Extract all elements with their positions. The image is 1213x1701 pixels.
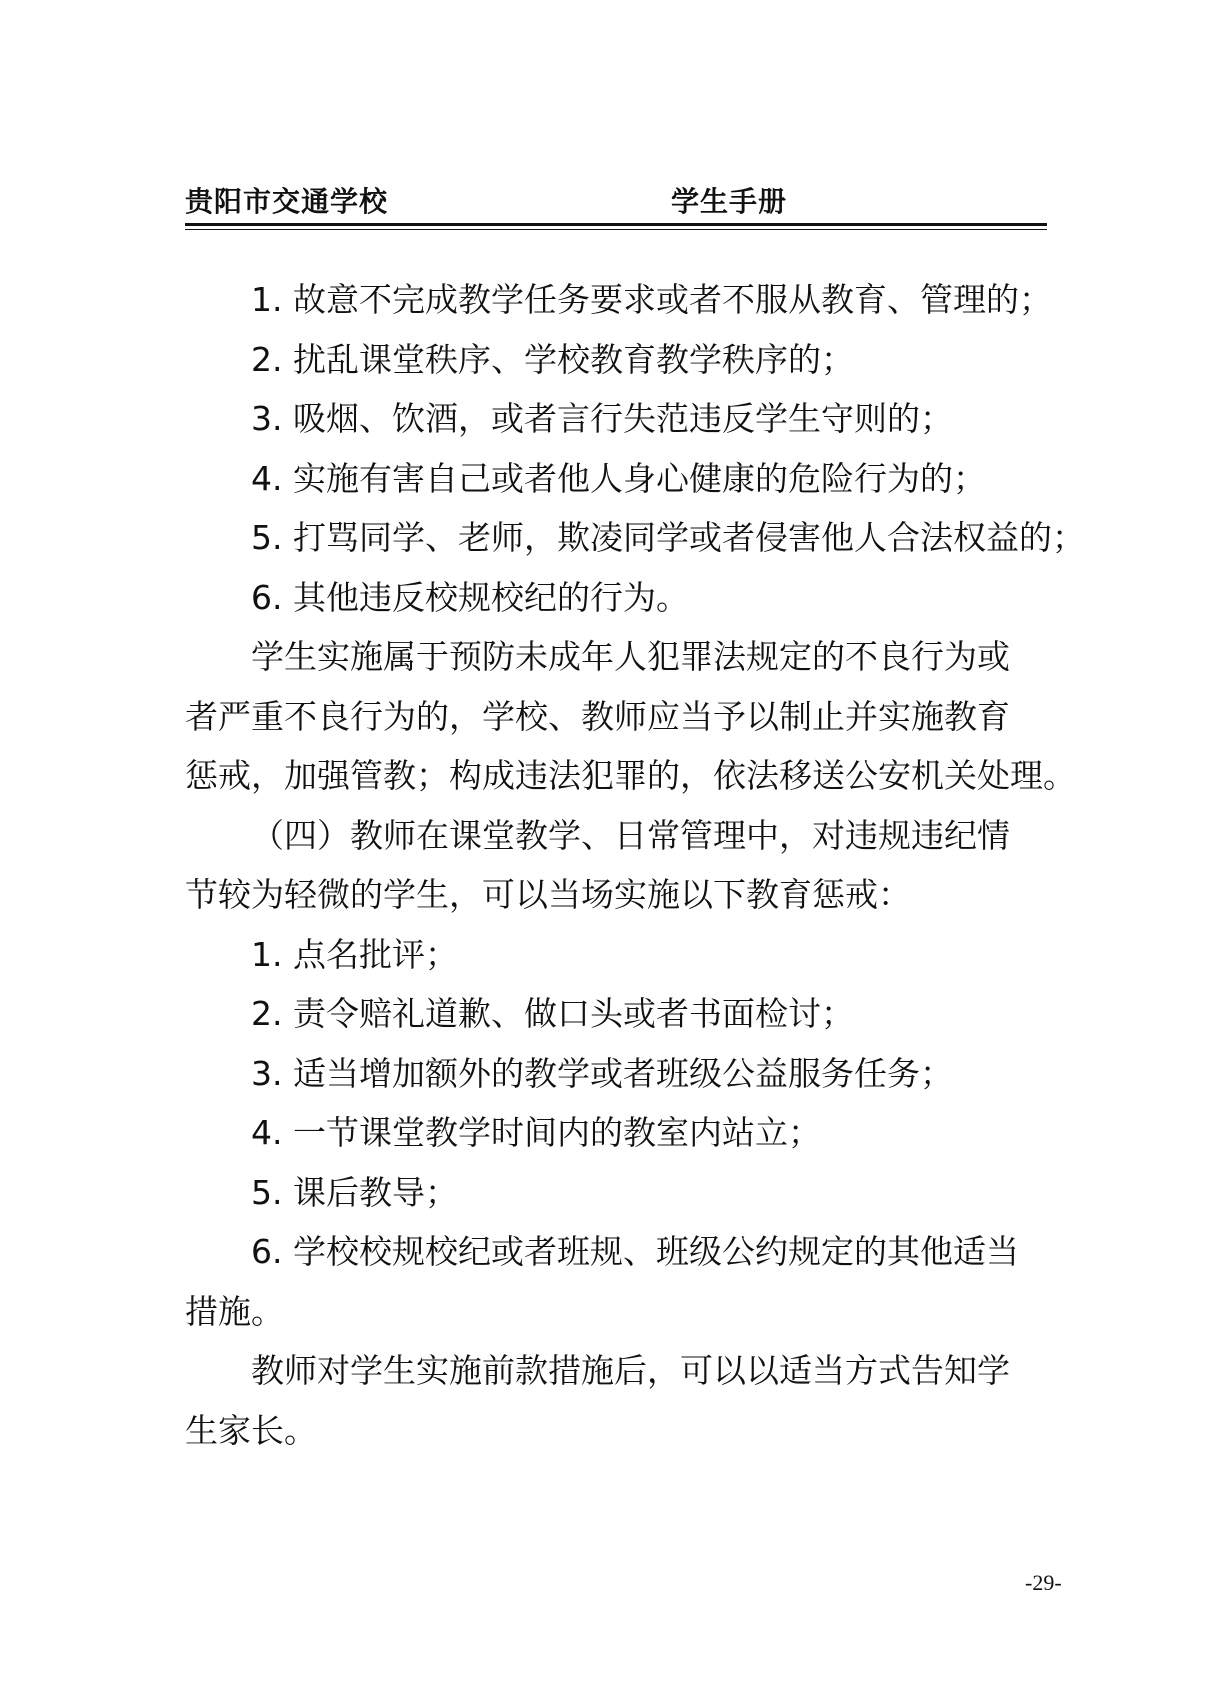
list-item: 6. 其他违反校规校纪的行为。 [251,577,689,617]
list-item: 1. 点名批评； [251,934,458,974]
list-item: 4. 一节课堂教学时间内的教室内站立； [251,1113,821,1152]
header-rule-thick [185,223,1047,226]
header-school-name: 贵阳市交通学校 [185,185,389,218]
header-document-title: 学生手册 [671,185,788,218]
paragraph-line: 教师对学生实施前款措施后，可以以适当方式告知学 [251,1351,1010,1390]
list-item: 4. 实施有害自己或者他人身心健康的危险行为的； [251,458,986,498]
paragraph-line: 者严重不良行为的，学校、教师应当予以制止并实施教育 [185,696,1010,736]
list-item: 3. 适当增加额外的教学或者班级公益服务任务； [251,1053,953,1093]
paragraph-line: 措施。 [185,1291,284,1331]
list-item: 2. 责令赔礼道歉、做口头或者书面检讨； [251,994,854,1033]
page-number: -29- [1025,1570,1062,1595]
list-item: 1. 故意不完成教学任务要求或者不服从教育、管理的； [251,280,1052,319]
header-rule-thin [185,229,1047,230]
paragraph-line: 学生实施属于预防未成年人犯罪法规定的不良行为或 [251,637,1010,676]
section-heading-line: （四）教师在课堂教学、日常管理中，对违规违纪情 [251,815,1010,855]
paragraph-line: 惩戒，加强管教；构成违法犯罪的，依法移送公安机关处理。 [185,756,1076,795]
list-item: 2. 扰乱课堂秩序、学校教育教学秩序的； [251,339,854,379]
list-item: 6. 学校校规校纪或者班规、班级公约规定的其他适当 [251,1232,1019,1271]
page-header [185,180,1047,220]
paragraph-line: 节较为轻微的学生，可以当场实施以下教育惩戒： [185,875,911,914]
list-item: 5. 打骂同学、老师，欺凌同学或者侵害他人合法权益的； [251,518,1085,557]
list-item: 5. 课后教导； [251,1172,458,1212]
list-item: 3. 吸烟、饮酒，或者言行失范违反学生守则的； [251,399,953,438]
paragraph-line: 生家长。 [185,1410,317,1450]
page-body [185,270,1085,1460]
